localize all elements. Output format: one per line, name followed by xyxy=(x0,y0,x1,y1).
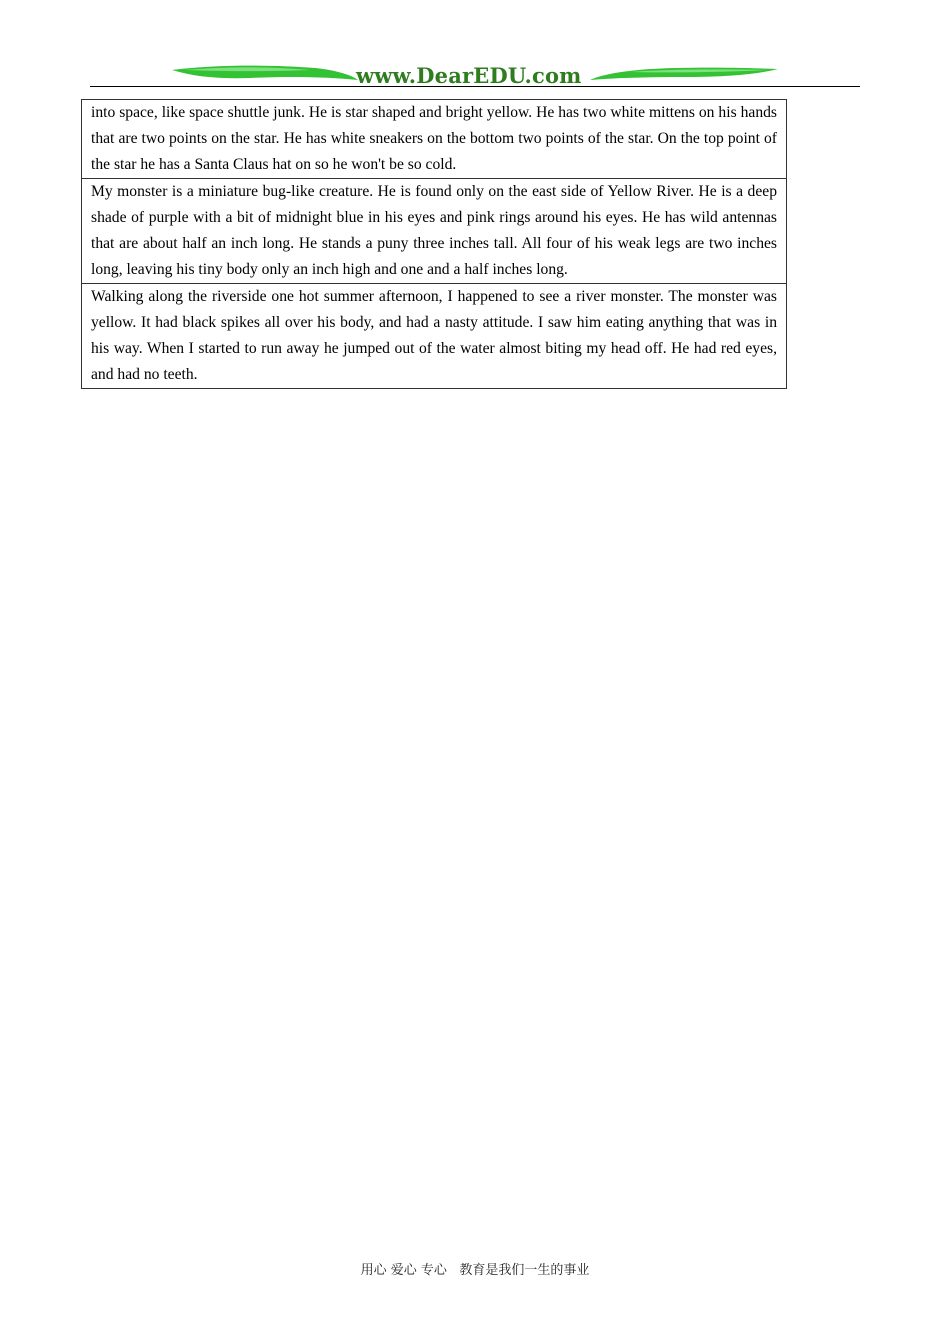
essay-cell: into space, like space shuttle junk. He is star shaped and bright yellow. He has two white mittens on his hands that are two points on the star. He has white sneakers on the bottom two points of the star. On the top point of the star he has a Santa Claus hat on so he won't be so cold. xyxy=(82,100,787,179)
page-footer: 用心 爱心 专心 教育是我们一生的事业 xyxy=(360,1263,590,1278)
table-row xyxy=(82,100,787,179)
essay-cell: My monster is a miniature bug-like creature. He is found only on the east side of Yellow River. He is a deep shade of purple with a bit of midnight blue in his eyes and pink rings around his eyes. He has wild antennas that are about half an inch long. He stands a puny three inches tall. All four of his weak legs are two inches long, leaving his tiny body only an inch high and one and a half inches long. xyxy=(82,179,787,284)
table-row xyxy=(82,179,787,284)
site-logo-text: www.DearEDU.com xyxy=(356,63,582,88)
header-divider xyxy=(90,86,860,87)
table-row xyxy=(82,284,787,389)
essay-cell: Walking along the riverside one hot summer afternoon, I happened to see a river monster. The monster was yellow. It had black spikes all over his body, and had a nasty attitude. I saw him eating anything that was in his way. When I started to run away he jumped out of the water almost biting my head off. He had red eyes, and had no teeth. xyxy=(82,284,787,389)
right-swoosh xyxy=(590,68,778,80)
essay-table xyxy=(81,99,787,389)
